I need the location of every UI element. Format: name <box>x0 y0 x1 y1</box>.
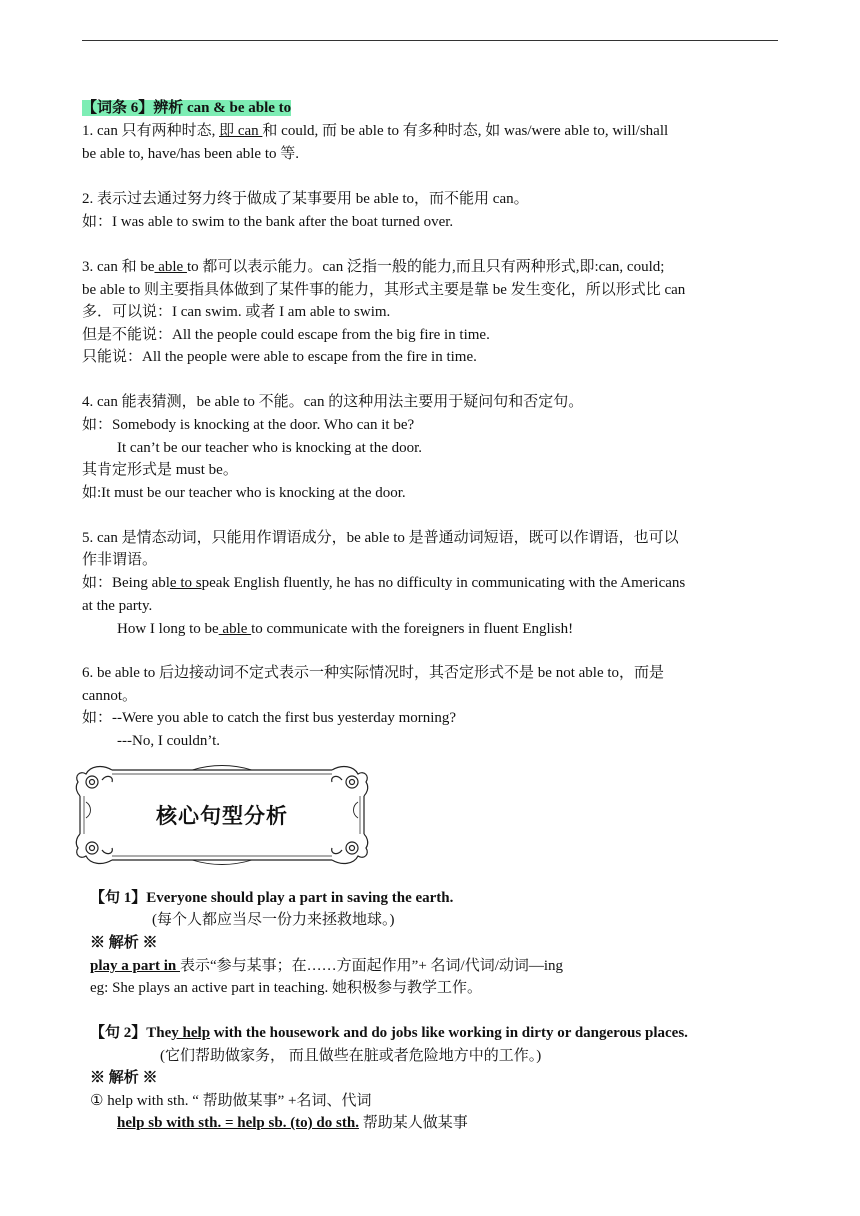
para-2: 2. 表示过去通过努力终于做成了某事要用 be able to，而不能用 can。 <box>82 191 529 207</box>
sentence-2-item-2 <box>117 1113 468 1133</box>
text-run: 如：Being abl <box>82 575 170 591</box>
sentence-2-analysis-heading: ※ 解析 ※ <box>90 1070 158 1086</box>
section-title <box>82 98 291 118</box>
sentence-label: 【句 2】 <box>90 1025 147 1041</box>
para-1-line-1 <box>82 121 668 141</box>
underlined-text: e to s <box>169 575 202 591</box>
sentence-1-translation: (每个人都应当尽一份力来拯救地球。) <box>152 912 395 928</box>
para-1-line-2: be able to, have/has been able to 等. <box>82 146 300 162</box>
para-2-example: 如：I was able to swim to the bank after the boat turned over. <box>82 214 454 230</box>
para-5-example-1-cont: at the party. <box>82 598 153 614</box>
text-run: to communicate with the foreigners in fluent English! <box>251 621 574 637</box>
text-run: How I long to be <box>117 621 219 637</box>
para-3-line-5: 只能说：All the people were able to escape from the fire in time. <box>82 349 477 365</box>
section-title-text: 【词条 6】辨析 can & be able to <box>82 100 292 116</box>
para-6-line-1: 6. be able to 后边接动词不定式表示一种实际情况时，其否定形式不是 be not able to，而是 <box>82 665 665 681</box>
sentence-1 <box>90 888 453 908</box>
sentence-1-example: eg: She plays an active part in teaching. 她积极参与教学工作。 <box>90 980 483 996</box>
phrase-description: 帮助某人做某事 <box>358 1115 468 1131</box>
para-4-line-3: 其肯定形式是 must be。 <box>82 462 238 478</box>
para-4-example-2: It can’t be our teacher who is knocking at the door. <box>117 440 423 456</box>
phrase-description: 表示“参与某事；在……方面起作用”+ 名词/代词/动词—ing <box>180 958 564 974</box>
para-3-line-4: 但是不能说：All the people could escape from the big fire in time. <box>82 327 490 343</box>
para-6-line-2: cannot。 <box>82 688 137 704</box>
underlined-text: 即 can <box>219 123 263 139</box>
para-5-line-1: 5. can 是情态动词，只能用作谓语成分，be able to 是普通动词短语，既可以作谓语，也可以 <box>82 530 679 546</box>
text-run: with the housework and do jobs like working in dirty or dangerous places. <box>210 1025 688 1041</box>
key-phrase: help sb with sth. = help sb. (to) do sth. <box>117 1115 359 1131</box>
para-6-example-2: ---No, I couldn’t. <box>117 733 221 749</box>
text-run: to 都可以表示能力。can 泛指一般的能力,而且只有两种形式,即:can, could; <box>186 259 665 275</box>
para-3-line-1 <box>82 257 664 277</box>
underlined-text: able <box>218 621 252 637</box>
sentence-1-phrase <box>90 956 563 976</box>
sentence-2-translation: (它们帮助做家务， 而且做些在脏或者危险地方中的工作。) <box>160 1048 542 1064</box>
para-5-example-2 <box>117 619 573 639</box>
para-5-line-2: 作非谓语。 <box>82 552 158 568</box>
key-phrase: play a part in <box>90 958 181 974</box>
underlined-text: able <box>154 259 187 275</box>
para-6-example-1: 如：--Were you able to catch the first bus yesterday morning? <box>82 710 457 726</box>
sentence-text: Everyone should play a part in saving the earth. <box>146 890 454 906</box>
text-run: 和 could, 而 be able to 有多种时态, 如 was/were able to, will/shall <box>262 123 669 139</box>
text-run: The <box>146 1025 172 1041</box>
underlined-text: y help <box>171 1025 211 1041</box>
banner-title: 核心句型分析 <box>156 804 288 828</box>
sentence-2 <box>90 1023 688 1043</box>
sentence-label: 【句 1】 <box>90 890 147 906</box>
text-run: 1. can 只有两种时态, <box>82 123 220 139</box>
text-run: peak English fluently, he has no difficulty in communicating with the Americans <box>201 575 686 591</box>
para-4: 4. can 能表猜测，be able to 不能。can 的这种用法主要用于疑问句和否定句。 <box>82 394 584 410</box>
text-run: 3. can 和 be <box>82 259 155 275</box>
para-5-example-1 <box>82 573 685 593</box>
sentence-2-item-1: ① help with sth. “ 帮助做某事” +名词、代词 <box>90 1093 372 1109</box>
para-4-line-4: 如:It must be our teacher who is knocking at the door. <box>82 485 406 501</box>
sentence-1-analysis-heading: ※ 解析 ※ <box>90 935 158 951</box>
header-rule <box>82 40 778 41</box>
para-4-example-1: 如：Somebody is knocking at the door. Who can it be? <box>82 417 415 433</box>
para-3-line-2: be able to 则主要指具体做到了某件事的能力，其形式主要是靠 be 发生变化，所以形式比 can <box>82 282 686 298</box>
para-3-line-3: 多．可以说：I can swim. 或者 I am able to swim. <box>82 304 391 320</box>
